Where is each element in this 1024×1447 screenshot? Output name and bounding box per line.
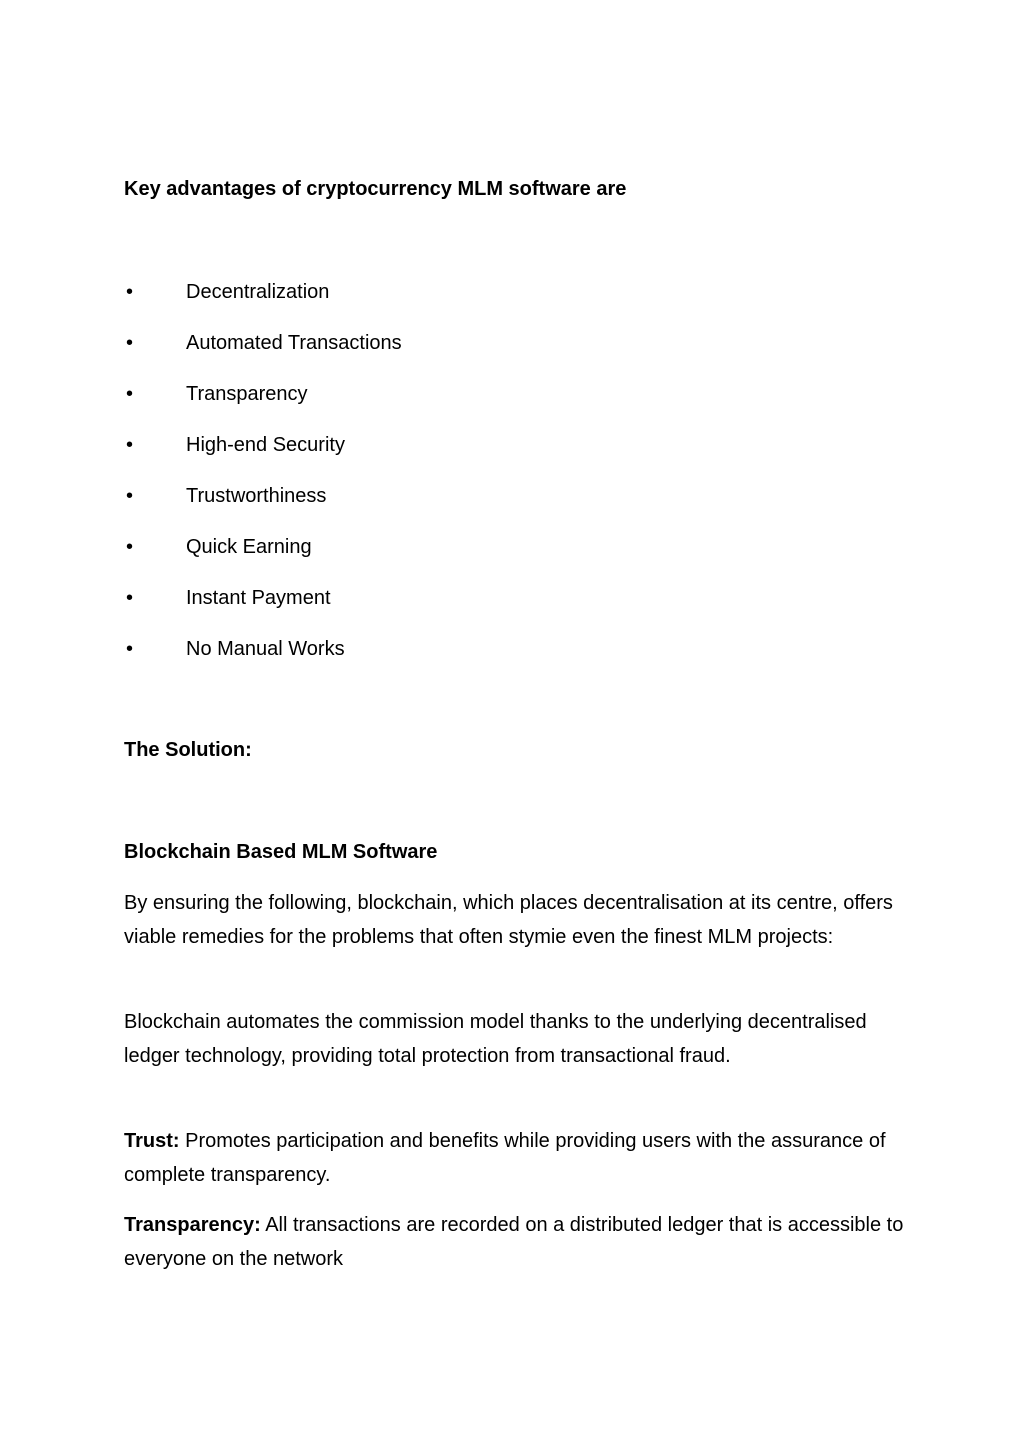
bullet-icon: •	[126, 434, 134, 456]
transparency-label: Transparency:	[124, 1214, 261, 1236]
transparency-paragraph	[124, 1208, 904, 1276]
list-item-text: Automated Transactions	[186, 332, 402, 354]
bullet-icon: •	[126, 587, 134, 609]
list-item-text: Instant Payment	[186, 587, 331, 609]
trust-text: Promotes participation and benefits while providing users with the assurance of complete transparency.	[124, 1130, 886, 1186]
bullet-icon: •	[126, 383, 134, 405]
bullet-icon: •	[126, 536, 134, 558]
solution-heading: The Solution:	[124, 739, 252, 761]
list-item-text: Quick Earning	[186, 536, 312, 558]
list-item-text: High-end Security	[186, 434, 345, 456]
bullet-icon: •	[126, 281, 134, 303]
automation-paragraph: Blockchain automates the commission model thanks to the underlying decentralised ledger technology, providing total protection from transactional fraud.	[124, 1011, 867, 1067]
list-item-text: No Manual Works	[186, 638, 345, 660]
list-item-text: Transparency	[186, 383, 308, 405]
advantages-heading: Key advantages of cryptocurrency MLM software are	[124, 178, 627, 200]
trust-paragraph	[124, 1124, 904, 1192]
bullet-icon: •	[126, 638, 134, 660]
list-item-text: Decentralization	[186, 281, 330, 303]
intro-paragraph: By ensuring the following, blockchain, which places decentralisation at its centre, offers viable remedies for the problems that often stymie even the finest MLM projects:	[124, 892, 893, 948]
trust-label: Trust:	[124, 1130, 180, 1152]
bullet-icon: •	[126, 485, 134, 507]
transparency-text: All transactions are recorded on a distributed ledger that is accessible to everyone on the network	[124, 1214, 904, 1270]
blockchain-heading: Blockchain Based MLM Software	[124, 841, 438, 863]
list-item-text: Trustworthiness	[186, 485, 327, 507]
bullet-icon: •	[126, 332, 134, 354]
